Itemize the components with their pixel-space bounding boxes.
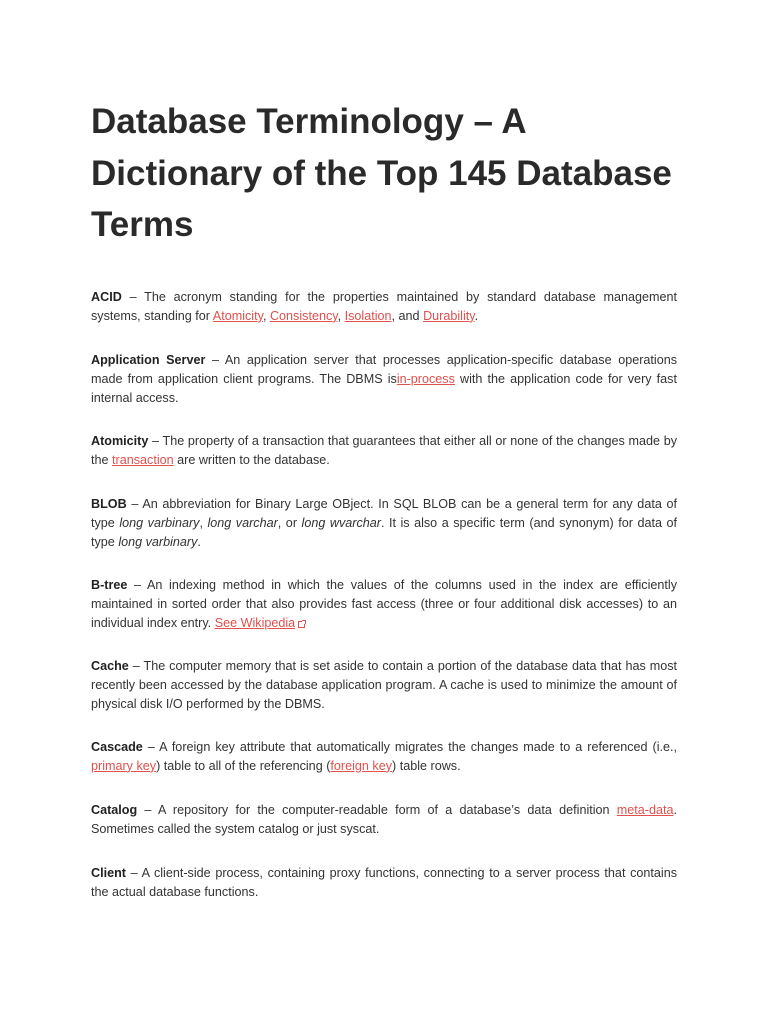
entry-acid: ACID – The acronym standing for the properties maintained by standard database management systems, standing for Atomicity, Consistency, Isolation, and Durability. — [91, 290, 677, 323]
term-name: Application Server — [91, 353, 206, 367]
meta-data-link[interactable]: meta-data — [616, 803, 674, 817]
in-process-link[interactable]: in-process — [396, 371, 455, 386]
term-name: Atomicity — [91, 434, 149, 448]
durability-link[interactable]: Durability — [423, 308, 475, 323]
page-title: Database Terminology – A Dictionary of the Top 145 Database Terms — [91, 102, 672, 244]
isolation-link[interactable]: Isolation — [344, 308, 392, 323]
entry-cache: Cache – The computer memory that is set aside to contain a portion of the database data that has most recently been accessed by the database application program. A cache is used to minimize the amount of physical disk I/O performed by the DBMS. — [91, 659, 677, 711]
entry-blob: BLOB – An abbreviation for Binary Large OBject. In SQL BLOB can be a general term for any data of type long varbinary, long varchar, or long wvarchar. It is also a specific term (and synonym) for data of type long varbinary. — [91, 497, 677, 549]
entry-application-server: Application Server – An application server that processes application-specific database operations made from application client programs. The DBMS isin-process with the application code for very fast internal access. — [91, 353, 678, 405]
term-name: Cache — [91, 659, 129, 673]
atomicity-link[interactable]: Atomicity — [212, 308, 263, 323]
term-name: Client — [91, 866, 126, 880]
term-name: BLOB — [91, 497, 127, 511]
see-wikipedia-link[interactable]: See Wikipedia — [215, 616, 306, 630]
entry-atomicity: Atomicity – The property of a transaction that guarantees that either all or none of the changes made by the transaction are written to the database. — [91, 434, 677, 467]
entry-cascade: Cascade – A foreign key attribute that automatically migrates the changes made to a referenced (i.e., primary key) table to all of the referencing (foreign key) table rows. — [91, 740, 677, 773]
entry-btree: B-tree – An indexing method in which the values of the columns used in the index are efficiently maintained in sorted order that also provides fast access (three or four additional disk accesses) to an individual index entry. See Wikipedia — [91, 578, 677, 630]
external-link-icon — [298, 621, 305, 628]
primary-key-link[interactable]: primary key — [91, 758, 157, 773]
foreign-key-link[interactable]: foreign key — [330, 758, 392, 773]
entry-catalog: Catalog – A repository for the computer-readable form of a database’s data definition meta-data. Sometimes called the system catalog or just syscat. — [91, 803, 677, 836]
entry-client: Client – A client-side process, containing proxy functions, connecting to a server process that contains the actual database functions. — [91, 866, 677, 899]
term-name: Catalog — [91, 803, 138, 817]
term-name: B-tree — [91, 578, 128, 592]
transaction-link[interactable]: transaction — [112, 452, 174, 467]
consistency-link[interactable]: Consistency — [269, 308, 338, 323]
term-name: ACID — [91, 290, 122, 304]
term-name: Cascade — [91, 740, 143, 754]
